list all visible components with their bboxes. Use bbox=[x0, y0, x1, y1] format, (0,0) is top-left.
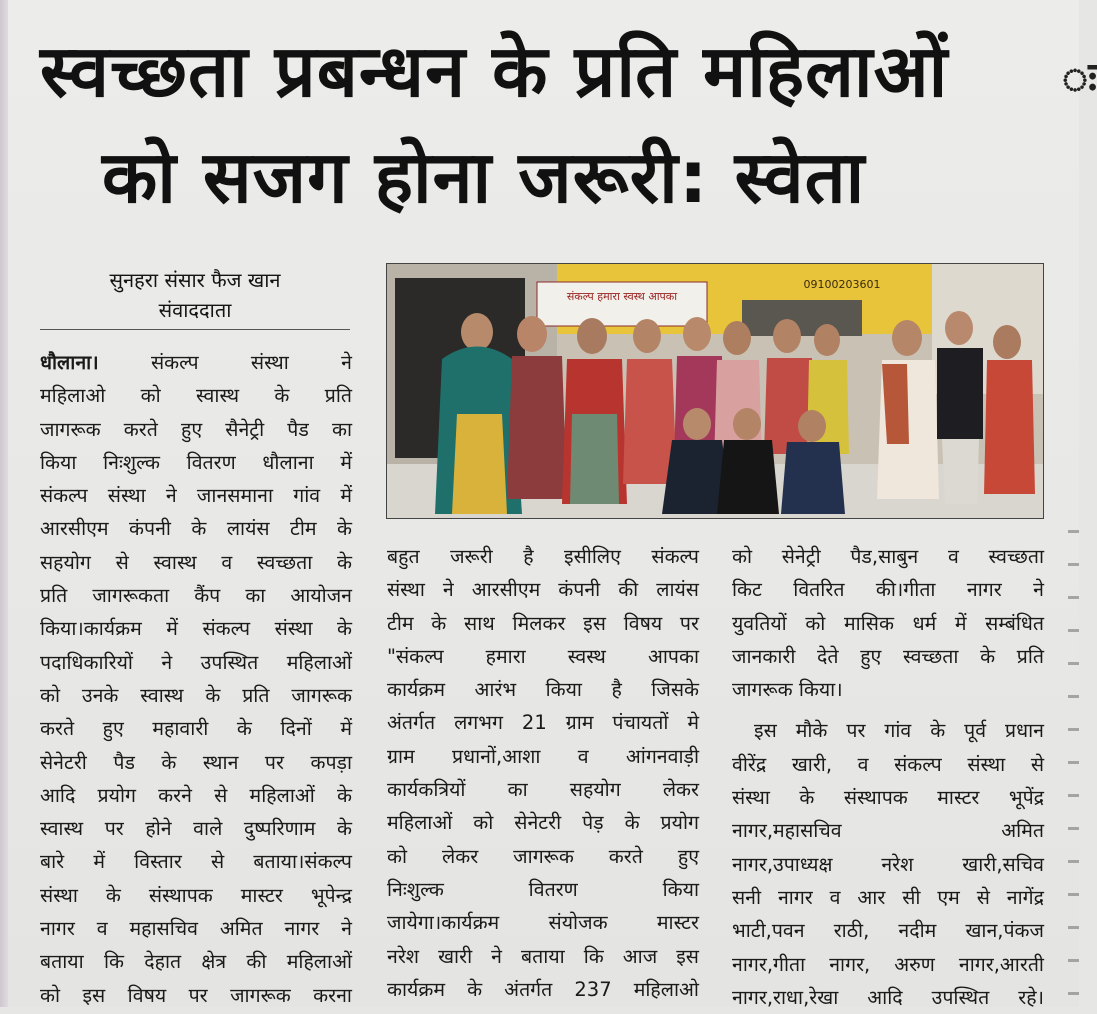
headline-line-1: स्वच्छता प्रबन्धन के प्रति महिलाओं bbox=[40, 29, 949, 113]
text-line: सनी नागर व आर सी एम से नागेंद्र bbox=[732, 885, 1044, 909]
text-line: को इस विषय पर जागरूक करना bbox=[40, 983, 352, 1007]
text-line: कार्यक्रम आरंभ किया है जिसके bbox=[387, 678, 699, 702]
dateline-place: धौलाना। bbox=[40, 351, 99, 374]
text-line: को सेनेट्री पैड,साबुन व स्वच्छता bbox=[732, 545, 1044, 568]
text-line: सहयोग से स्वास्थ व स्वच्छता के bbox=[40, 550, 352, 574]
text-line: कार्यकत्रियों का सहयोग लेकर bbox=[387, 778, 699, 802]
text-line: महिलाओं को सेनेटरी पेड़ के प्रयोग bbox=[387, 811, 699, 835]
text-line: "संकल्प हमारा स्वस्थ आपका bbox=[387, 644, 699, 668]
article-column-1 bbox=[40, 346, 352, 1012]
text-line: नागर,गीता नागर, अरुण नागर,आरती bbox=[732, 952, 1044, 976]
text-line: युवतियों को मासिक धर्म में सम्बंधित bbox=[732, 611, 1044, 635]
text-line: नागर,महासचिव अमित bbox=[732, 819, 1044, 843]
headline bbox=[40, 18, 1050, 230]
text-line: बताया कि देहात क्षेत्र की महिलाओं bbox=[40, 950, 352, 974]
text-line: किया।कार्यक्रम में संकल्प संस्था के bbox=[40, 617, 352, 641]
text-line: आदि प्रयोग करने से महिलाओं के bbox=[40, 783, 352, 807]
text-line: ग्राम प्रधानों,आशा व आंगनवाड़ी bbox=[387, 744, 699, 768]
text-line: नरेश खारी ने बताया कि आज इस bbox=[387, 944, 699, 968]
text-line: को लेकर जागरूक करते हुए bbox=[387, 844, 699, 868]
text-line: निःशुल्क वितरण किया bbox=[387, 877, 699, 901]
text-line: टीम के साथ मिलकर इस विषय पर bbox=[387, 611, 699, 635]
text-line: जायेगा।कार्यक्रम संयोजक मास्टर bbox=[387, 911, 699, 935]
text-line: संस्था के संस्थापक मास्टर भूपेन्द्र bbox=[40, 883, 352, 907]
group-photo-illustration bbox=[387, 264, 1043, 518]
text-line: नागर,उपाध्यक्ष नरेश खारी,सचिव bbox=[732, 852, 1044, 876]
byline-rule bbox=[40, 329, 350, 330]
page-edge bbox=[0, 0, 8, 1007]
banner-text: संकल्प हमारा स्वस्थ आपका bbox=[566, 290, 678, 303]
text-line: जागरूक किया। bbox=[732, 678, 843, 702]
adjacent-article-edge bbox=[1068, 530, 1079, 1000]
text-line: अंतर्गत लगभग 21 ग्राम पंचायतों मे bbox=[387, 711, 699, 735]
text-line: प्रति जागरूकता कैंप का आयोजन bbox=[40, 584, 352, 608]
text-line: स्वास्थ पर होने वाले दुष्परिणाम के bbox=[40, 817, 352, 841]
text-line: बहुत जरूरी है इसीलिए संकल्प bbox=[387, 545, 699, 568]
byline bbox=[40, 265, 350, 325]
headline-line-2: को सजग होना जरूरी: स्वेता bbox=[102, 135, 866, 219]
text-line: नागर,राधा,रेखा आदि उपस्थित रहे। bbox=[732, 985, 1044, 1009]
text-line: महिलाओ को स्वास्थ के प्रति bbox=[40, 384, 352, 408]
text-line: धौलाना। संकल्प संस्था ने bbox=[40, 351, 352, 374]
text-line: किया निःशुल्क वितरण धौलाना में bbox=[40, 450, 352, 474]
text-line: जागरूक करते हुए सैनेट्री पैड का bbox=[40, 417, 352, 441]
text-line: कार्यक्रम के अंतर्गत 237 महिलाओ bbox=[387, 977, 699, 1001]
text-line: आरसीएम कंपनी के लायंस टीम के bbox=[40, 517, 352, 541]
text-line: पदाधिकारियों ने उपस्थित महिलाओं bbox=[40, 650, 352, 674]
text-line: सेनेटरी पैड के स्थान पर कपड़ा bbox=[40, 750, 352, 774]
sign-phone: 09100203601 bbox=[803, 278, 881, 291]
text-line: संस्था के संस्थापक मास्टर भूपेंद्र bbox=[732, 786, 1044, 810]
byline-role: संवाददाता bbox=[158, 298, 232, 322]
news-photo bbox=[386, 263, 1044, 519]
text-line: संकल्प संस्था ने जानसमाना गांव में bbox=[40, 484, 352, 508]
byline-name: सुनहरा संसार फैज खान bbox=[109, 268, 281, 292]
text-line: संस्था ने आरसीएम कंपनी की लायंस bbox=[387, 578, 699, 602]
text-line: बारे में विस्तार से बताया।संकल्प bbox=[40, 850, 352, 874]
seated-girls bbox=[662, 408, 845, 514]
text-line: किट वितरित की।गीता नागर ने bbox=[732, 578, 1044, 602]
text-line: नागर व महासचिव अमित नागर ने bbox=[40, 917, 352, 941]
text-line: भाटी,पवन राठी, नदीम खान,पंकज bbox=[732, 919, 1044, 943]
text-line: करते हुए महावारी के दिनों में bbox=[40, 717, 352, 741]
text-line: जानकारी देते हुए स्वच्छता के प्रति bbox=[732, 644, 1044, 668]
text-line: इस मौके पर गांव के पूर्व प्रधान bbox=[754, 719, 1044, 743]
article-column-3 bbox=[732, 540, 1044, 1014]
cut-off-glyph: ः bbox=[1062, 53, 1097, 104]
text-line: वीरेंद्र खारी, व संकल्प संस्था से bbox=[732, 752, 1044, 776]
article-column-2 bbox=[387, 540, 699, 1006]
text-line: को उनके स्वास्थ के प्रति जागरूक bbox=[40, 683, 352, 707]
